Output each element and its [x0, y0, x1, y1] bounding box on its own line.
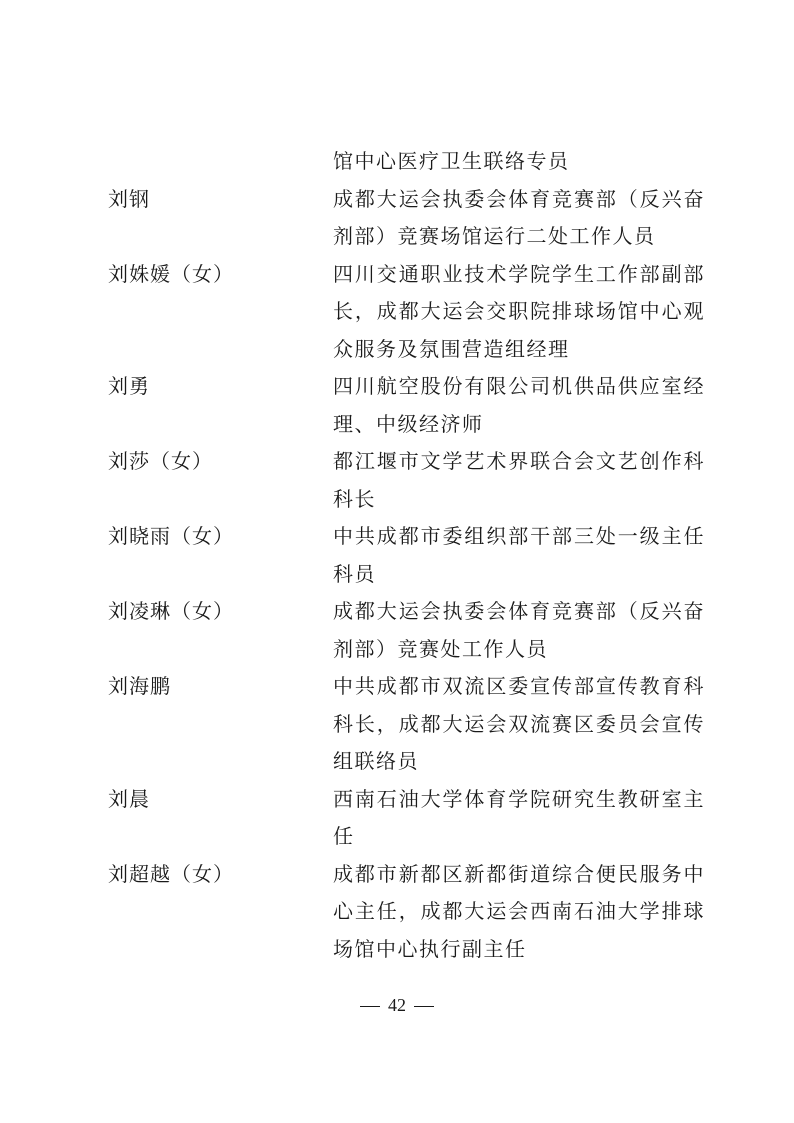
description-line: 长，成都大运会交职院排球场馆中心观: [333, 299, 705, 323]
list-item: [0, 668, 794, 781]
description-line: 科员: [333, 561, 376, 586]
person-name: 刘凌琳（女）: [108, 599, 234, 623]
list-item: [0, 143, 794, 181]
footer-dash-left: [360, 1006, 380, 1007]
list-item: [0, 856, 794, 969]
person-description: [333, 143, 705, 181]
list-item: [0, 443, 794, 518]
person-description: [333, 781, 705, 856]
description-line: 成都市新都区新都街道综合便民服务中: [333, 861, 705, 886]
person-description: [333, 856, 705, 969]
person-name: 刘海鹏: [108, 674, 171, 698]
person-description: [333, 593, 705, 668]
description-line: 成都大运会执委会体育竞赛部（反兴奋: [333, 599, 705, 623]
description-line: 中共成都市委组织部干部三处一级主任: [333, 524, 705, 548]
description-line: 都江堰市文学艺术界联合会文艺创作科: [333, 449, 705, 473]
person-description: [333, 181, 705, 256]
person-description: [333, 518, 705, 593]
description-line: 任: [333, 824, 355, 848]
list-item: [0, 181, 794, 256]
person-name: 刘姝媛（女）: [108, 261, 234, 286]
list-item: [0, 256, 794, 369]
description-line: 成都大运会执委会体育竞赛部（反兴奋: [333, 186, 705, 211]
footer-dash-right: [414, 1006, 434, 1007]
description-line: 剂部）竞赛场馆运行二处工作人员: [333, 224, 656, 248]
description-line: 四川航空股份有限公司机供品供应室经: [333, 374, 705, 398]
person-name: 刘钢: [108, 186, 150, 211]
description-line: 剂部）竞赛处工作人员: [333, 636, 548, 661]
description-line: 四川交通职业技术学院学生工作部副部: [333, 261, 705, 286]
award-list: [0, 143, 794, 968]
list-item: [0, 518, 794, 593]
description-line: 场馆中心执行副主任: [333, 936, 527, 961]
description-line: 中共成都市双流区委宣传部宣传教育科: [333, 674, 705, 698]
page-footer: [0, 990, 794, 1020]
description-line: 馆中心医疗卫生联络专员: [333, 149, 570, 173]
person-description: [333, 443, 705, 518]
person-description: [333, 368, 705, 443]
person-name: 刘勇: [108, 374, 150, 398]
description-line: 理、中级经济师: [333, 411, 484, 436]
description-line: 心主任，成都大运会西南石油大学排球: [333, 899, 705, 923]
list-item: [0, 781, 794, 856]
person-name: 刘晓雨（女）: [108, 524, 234, 548]
list-item: [0, 593, 794, 668]
description-line: 科长，成都大运会双流赛区委员会宣传: [333, 711, 705, 736]
description-line: 西南石油大学体育学院研究生教研室主: [333, 786, 705, 811]
person-name: 刘晨: [108, 786, 150, 811]
person-name: 刘超越（女）: [108, 861, 234, 886]
description-line: 组联络员: [333, 749, 419, 773]
description-line: 众服务及氛围营造组经理: [333, 336, 570, 361]
person-name: 刘莎（女）: [108, 449, 213, 473]
list-item: [0, 368, 794, 443]
person-description: [333, 256, 705, 369]
description-line: 科长: [333, 486, 376, 511]
page-number: 42: [388, 995, 406, 1015]
person-description: [333, 668, 705, 781]
